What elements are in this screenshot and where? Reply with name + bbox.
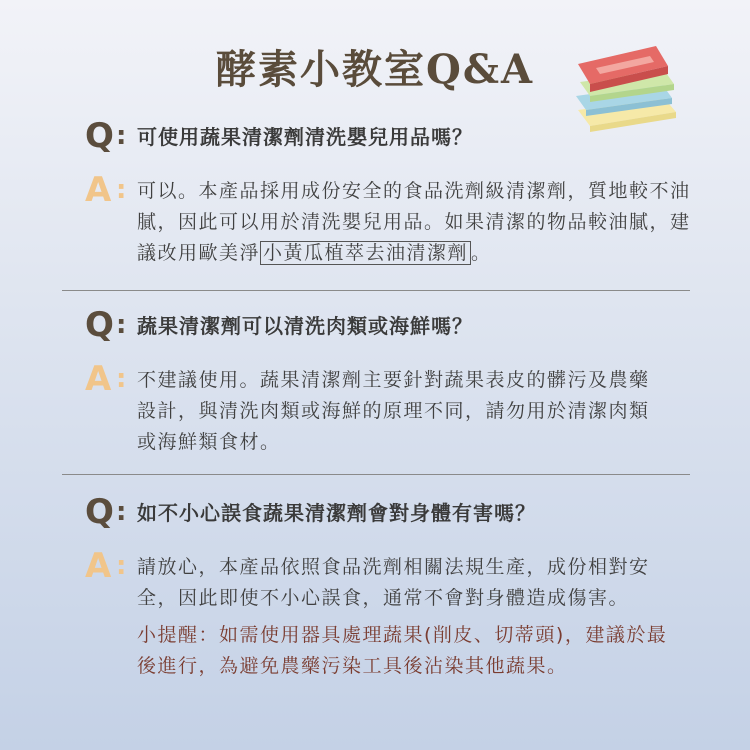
question-colon: : bbox=[116, 310, 127, 340]
answer-row bbox=[85, 359, 695, 458]
answer-marker: A bbox=[85, 546, 112, 586]
answer-text-end: 。 bbox=[471, 242, 492, 264]
answer-colon: : bbox=[116, 551, 127, 581]
tip-text: 小提醒：如需使用器具處理蔬果(削皮、切蒂頭)，建議於最後進行，為避免農藥污染工具後沾染其他蔬果。 bbox=[137, 624, 668, 677]
product-name-highlight: 小黃瓜植萃去油清潔劑 bbox=[260, 241, 471, 265]
qa-item-1 bbox=[85, 116, 695, 269]
answer-marker: A bbox=[85, 170, 112, 210]
answer-text: 不建議使用。蔬果清潔劑主要針對蔬果表皮的髒污及農藥設計，與清洗肉類或海鮮的原理不同，請勿用於清潔肉類或海鮮類食材。 bbox=[137, 369, 650, 453]
question-colon: : bbox=[116, 497, 127, 527]
section-divider bbox=[62, 474, 690, 475]
question-row bbox=[85, 492, 695, 532]
question-text: 蔬果清潔劑可以清洗肉類或海鮮嗎？ bbox=[137, 314, 473, 338]
books-stack-icon bbox=[572, 40, 684, 132]
question-text: 如不小心誤食蔬果清潔劑會對身體有害嗎？ bbox=[137, 501, 536, 525]
section-divider bbox=[62, 290, 690, 291]
answer-text: 請放心，本產品依照食品洗劑相關法規生產，成份相對安全，因此即使不小心誤食，通常不會對身體造成傷害。 bbox=[137, 556, 650, 609]
answer-row bbox=[85, 170, 695, 269]
question-marker: Q bbox=[85, 116, 114, 156]
answer-marker: A bbox=[85, 359, 112, 399]
question-marker: Q bbox=[85, 305, 114, 345]
question-text: 可使用蔬果清潔劑清洗嬰兒用品嗎？ bbox=[137, 125, 473, 149]
answer-text bbox=[137, 176, 695, 269]
question-marker: Q bbox=[85, 492, 114, 532]
question-row bbox=[85, 116, 695, 156]
page-title: 酵素小教室Q&A bbox=[216, 46, 534, 93]
answer-text-part: 可以。本產品採用成份安全的食品洗劑級清潔劑，質地較不油膩，因此可以用於清洗嬰兒用品。如果清潔的物品較油膩，建議改用歐美淨 bbox=[137, 180, 691, 264]
answer-colon: : bbox=[116, 175, 127, 205]
question-row bbox=[85, 305, 695, 345]
question-colon: : bbox=[116, 121, 127, 151]
qa-item-3 bbox=[85, 492, 695, 682]
answer-row bbox=[85, 546, 695, 682]
answer-colon: : bbox=[116, 364, 127, 394]
qa-item-2 bbox=[85, 305, 695, 458]
